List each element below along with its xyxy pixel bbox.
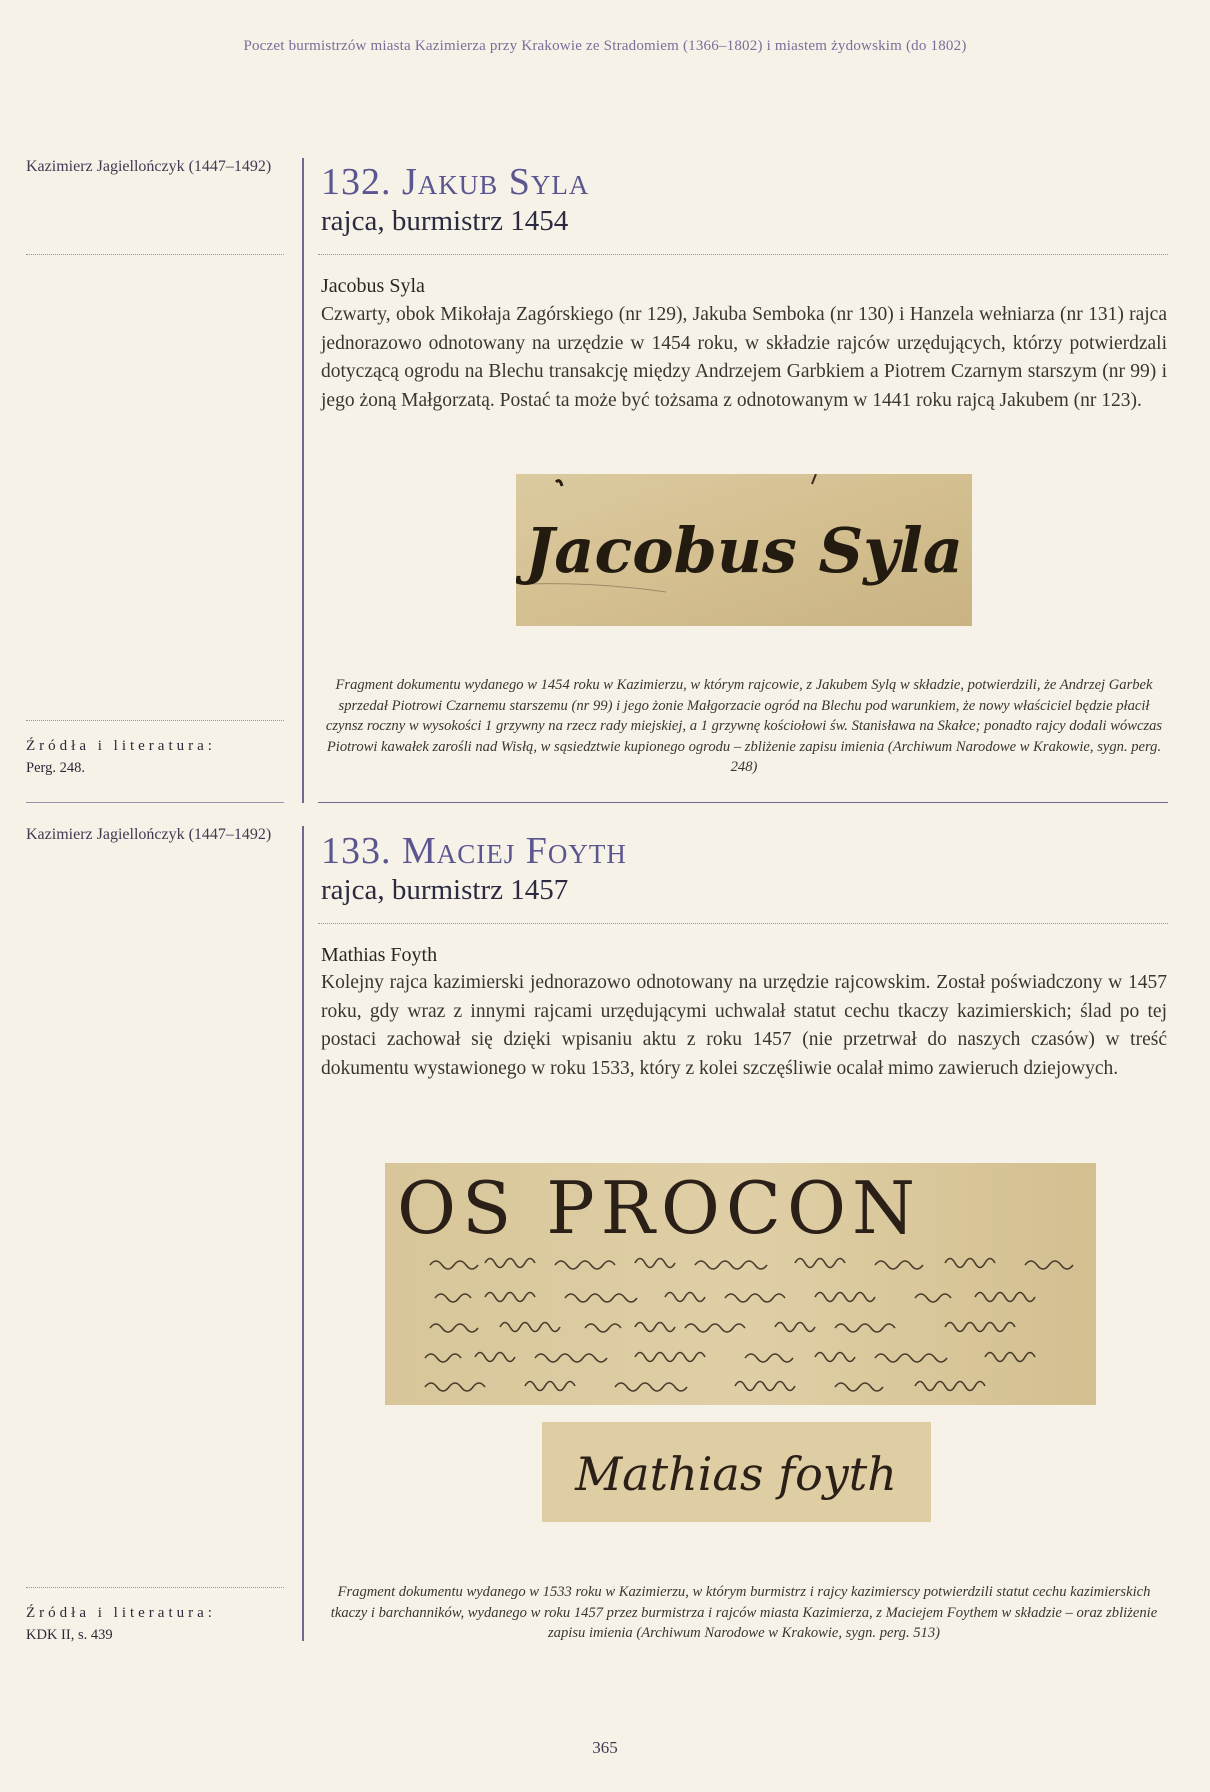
manuscript-name-text: Jacobus Syla: [524, 514, 964, 587]
image-caption: Fragment dokumentu wydanego w 1533 roku w Kazimierzu, w którym burmistrz i rajcy kazimierscy potwierdzili statut cechu kazimierskich tkaczy i barchanników, wydanego w roku 1457 przez burmistrza i rajców miasta Kazimierza, z Maciejem Foythem w składzie – oraz zbliżenie zapisu imienia (Archiwum Narodowe w Krakowie, sygn. perg. 513): [330, 1584, 1158, 1641]
entry-title: 133. Maciej Foyth: [321, 830, 627, 872]
manuscript-document-image: [385, 1163, 1096, 1405]
sidebar: [26, 0, 284, 1792]
sidebar-divider: [26, 1587, 284, 1588]
latin-name: Jacobus Syla: [321, 275, 425, 297]
sources-label: Źródła i literatura:: [26, 738, 216, 754]
section-divider: [318, 802, 1168, 803]
entry-role: rajca, burmistrz 1457: [321, 874, 569, 906]
running-head: Poczet burmistrzów miasta Kazimierza przy Krakowie ze Stradomiem (1366–1802) i miastem żydowskim (do 1802): [243, 38, 967, 54]
manuscript-name-image: [542, 1422, 931, 1522]
bleed-through-ghost: [640, 150, 650, 194]
manuscript-image: [516, 474, 972, 626]
sidebar-reign: Kazimierz Jagiellończyk (1447–1492): [26, 826, 272, 843]
entry-role: rajca, burmistrz 1454: [321, 205, 569, 237]
sidebar-divider: [26, 720, 284, 721]
sources-value: Perg. 248.: [26, 760, 85, 776]
sources-label: Źródła i literatura:: [26, 1605, 216, 1621]
manuscript-heading: OS PROCON: [397, 1166, 922, 1250]
entry-heading: [321, 160, 589, 238]
page-number: 365: [592, 1738, 618, 1757]
sidebar-divider: [26, 802, 284, 803]
image-caption: Fragment dokumentu wydanego w 1454 roku w Kazimierzu, w którym rajcowie, z Jakubem Sylą w składzie, potwierdzili, że Andrzej Garbek sprzedał Piotrowi Czarnemu starszemu (nr 99) i jego żonie Małgorzacie ogród na Blechu pod warunkiem, że nowy właściciel będzie płacił czynsz roczny w wysokości 1 grzywny na rzecz rady miejskiej, a 1 grzywnę kościołowi św. Stanisława na Skałce; ponadto rajcy dodali wówczas Piotrowi kawałek zarośli nad Wisłą, w sąsiedztwie kupionego ogrodu – zbliżenie zapisu imienia (Archiwum Narodowe w Krakowie, sygn. perg. 248): [325, 677, 1163, 775]
latin-name: Mathias Foyth: [321, 944, 438, 966]
section-divider: [318, 923, 1168, 924]
entry-body: Kolejny rajca kazimierski jednorazowo odnotowany na urzędzie rajcowskim. Został poświadczony w 1457 roku, gdy wraz z innymi rajcami urzędującymi uchwalał statut cechu tkaczy kazimierskich; ślad po tej postaci zachował się dzięki wpisaniu aktu z roku 1457 (nie przetrwał do naszych czasów) w treść dokumentu wystawionego w roku 1533, który z kolei szczęśliwie ocalał mimo zawieruch dziejowych.: [321, 972, 1167, 1079]
entry-heading: [321, 829, 627, 907]
manuscript-name-text: Mathias foyth: [575, 1447, 897, 1501]
sources-value: KDK II, s. 439: [26, 1627, 113, 1643]
vertical-rule: [302, 826, 304, 1641]
sidebar-reign: Kazimierz Jagiellończyk (1447–1492): [26, 158, 272, 175]
entry-title: 132. Jakub Syla: [321, 161, 590, 203]
section-divider: [318, 254, 1168, 255]
entry-body: Czwarty, obok Mikołaja Zagórskiego (nr 129), Jakuba Semboka (nr 130) i Hanzela wełniarza (nr 131) rajca jednorazowo odnotowany na urzędzie w 1454 roku, w składzie rajców urzędujących, którzy potwierdzali dotyczącą ogrodu na Blechu transakcję między Andrzejem Garbkiem a Piotrem Czarnym starszym (nr 99) i jego żoną Małgorzatą. Postać ta może być tożsama z odnotowanym w 1441 roku rajcą Jakubem (nr 123).: [321, 304, 1167, 411]
sidebar-divider: [26, 254, 284, 255]
vertical-rule: [302, 158, 304, 803]
